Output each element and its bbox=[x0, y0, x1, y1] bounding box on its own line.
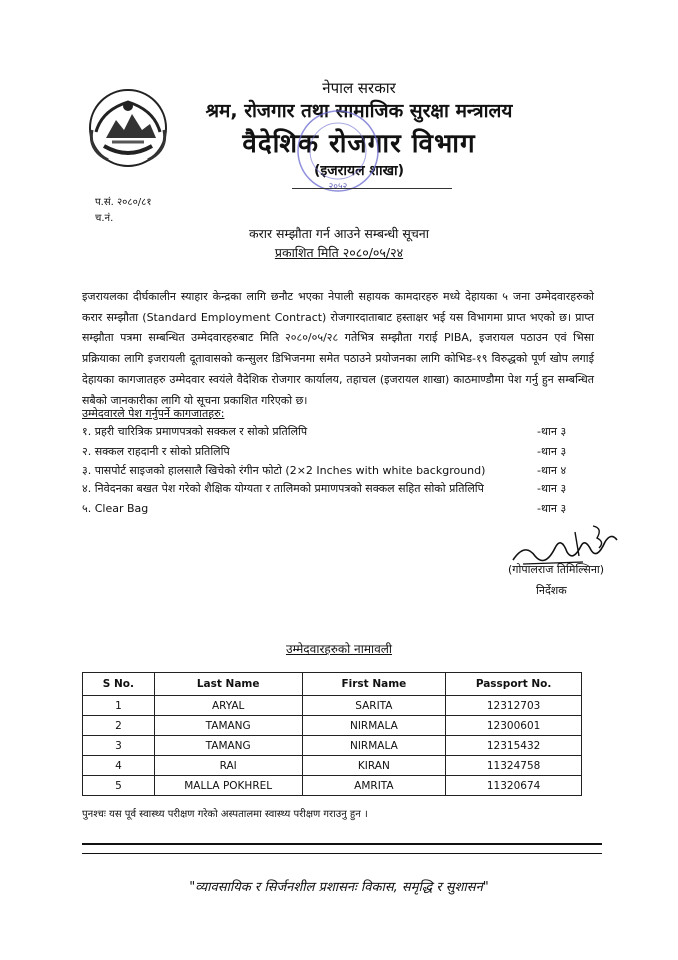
requirement-count: -थान ३ bbox=[537, 445, 567, 458]
footer-slogan: "व्यावसायिक र सिर्जनशील प्रशासनः विकास, समृद्धि र सुशासन" bbox=[189, 880, 489, 895]
requirement-text: ४. निवेदनका बखत पेश गरेको शैक्षिक योग्यता र तालिमको प्रमाणपत्रको सक्कल सहित सोको प्रतिलिपि bbox=[82, 482, 484, 495]
dispatch-number: च.नं. bbox=[95, 213, 114, 224]
footer-divider-thick bbox=[82, 843, 602, 845]
signatory-designation: निर्देशक bbox=[536, 584, 567, 597]
table-cell: 5 bbox=[83, 776, 155, 796]
table-cell: 12315432 bbox=[446, 736, 582, 756]
table-cell: NIRMALA bbox=[302, 736, 446, 756]
requirement-count: -थान ३ bbox=[537, 482, 567, 495]
notice-body: इजरायलका दीर्घकालीन स्याहार केन्द्रका लागि छनौट भएका नेपाली सहायक कामदारहरु मध्ये देहायका ५ जना उम्मेदवारहरुको करार सम्झौता (Standard Employment Contract) रोजगारदाताबाट हस्ताक्षर भई यस विभागमा प्राप्त भएको छ। प्राप्त सम्झौता पत्रमा सम्बन्धित उम्मेदवारहरुबाट मिति २०८०/०५/२८ गतेभित्र सम्झौता गराई PIBA, इजरायल पठाउन एवं भिसा प्रक्रियाका लागि इजरायली दूतावासको कन्सुलर डिभिजनमा समेत पठाउने प्रयोजनका लागि कोभिड-१९ विरुद्धको पूर्ण खोप लगाई देहायका कागजातहरु उम्मेदवार स्वयंले वैदेशिक रोजगार कार्यालय, तहाचल (इजरायल शाखा) काठमाण्डौमा पेश गर्नु हुन सम्बन्धित सबैको जानकारीका लागि यो सूचना प्रकाशित गरिएको छ। bbox=[82, 290, 594, 407]
requirement-text: ३. पासपोर्ट साइजको हालसालै खिचेको रंगीन फोटो (2×2 Inches with white background) bbox=[82, 464, 486, 477]
table-cell: 1 bbox=[83, 696, 155, 716]
column-header: S No. bbox=[83, 673, 155, 696]
letter-number: प.सं. २०८०/८१ bbox=[95, 197, 152, 208]
department-heading: वैदेशिक रोजगार विभाग bbox=[242, 129, 476, 159]
table-cell: 3 bbox=[83, 736, 155, 756]
table-row bbox=[83, 776, 582, 796]
candidate-list-title: उम्मेदवारहरुको नामावली bbox=[285, 642, 393, 656]
stamp-year: २०५२ bbox=[328, 182, 348, 192]
footer-divider-thin bbox=[82, 853, 602, 854]
table-cell: RAI bbox=[154, 756, 302, 776]
table-row bbox=[83, 736, 582, 756]
table-cell: TAMANG bbox=[154, 736, 302, 756]
published-date: प्रकाशित मिति २०८०/०५/२४ bbox=[274, 245, 404, 260]
requirement-count: -थान ३ bbox=[537, 502, 567, 515]
table-cell: 12300601 bbox=[446, 716, 582, 736]
table-cell: 12312703 bbox=[446, 696, 582, 716]
table-cell: TAMANG bbox=[154, 716, 302, 736]
requirement-count: -थान ४ bbox=[537, 464, 567, 477]
table-cell: 4 bbox=[83, 756, 155, 776]
signatory-name: (गोपालराज तिमिल्सिना) bbox=[508, 563, 605, 576]
header-divider bbox=[292, 188, 452, 189]
candidate-table bbox=[82, 672, 582, 796]
table-cell: SARITA bbox=[302, 696, 446, 716]
notice-title: करार सम्झौता गर्न आउने सम्बन्धी सूचना bbox=[249, 226, 429, 241]
table-cell: 2 bbox=[83, 716, 155, 736]
column-header: First Name bbox=[302, 673, 446, 696]
requirement-count: -थान ३ bbox=[537, 425, 567, 438]
table-cell: 11324758 bbox=[446, 756, 582, 776]
table-cell: NIRMALA bbox=[302, 716, 446, 736]
table-row bbox=[83, 696, 582, 716]
postscript-note: पुनश्चः यस पूर्व स्वास्थ्य परीक्षण गरेको अस्पतालमा स्वास्थ्य परीक्षण गराउनु हुन । bbox=[82, 809, 368, 820]
table-cell: KIRAN bbox=[302, 756, 446, 776]
table-cell: MALLA POKHREL bbox=[154, 776, 302, 796]
requirements-heading: उम्मेदवारले पेश गर्नुपर्ने कागजातहरु: bbox=[82, 407, 225, 420]
requirement-text: २. सक्कल राहदानी र सोको प्रतिलिपि bbox=[82, 445, 230, 458]
table-header-row bbox=[83, 673, 582, 696]
table-row bbox=[83, 756, 582, 776]
government-heading: नेपाल सरकार bbox=[322, 79, 396, 97]
table-cell: AMRITA bbox=[302, 776, 446, 796]
section-heading: (इजरायल शाखा) bbox=[313, 163, 405, 179]
table-cell: ARYAL bbox=[154, 696, 302, 716]
column-header: Last Name bbox=[154, 673, 302, 696]
requirement-text: १. प्रहरी चारित्रिक प्रमाणपत्रको सक्कल र सोको प्रतिलिपि bbox=[82, 425, 308, 438]
column-header: Passport No. bbox=[446, 673, 582, 696]
ministry-heading: श्रम, रोजगार तथा सामाजिक सुरक्षा मन्त्रालय bbox=[205, 100, 513, 122]
table-row bbox=[83, 716, 582, 736]
requirement-text: ५. Clear Bag bbox=[82, 502, 149, 515]
official-stamp bbox=[292, 105, 384, 197]
table-cell: 11320674 bbox=[446, 776, 582, 796]
